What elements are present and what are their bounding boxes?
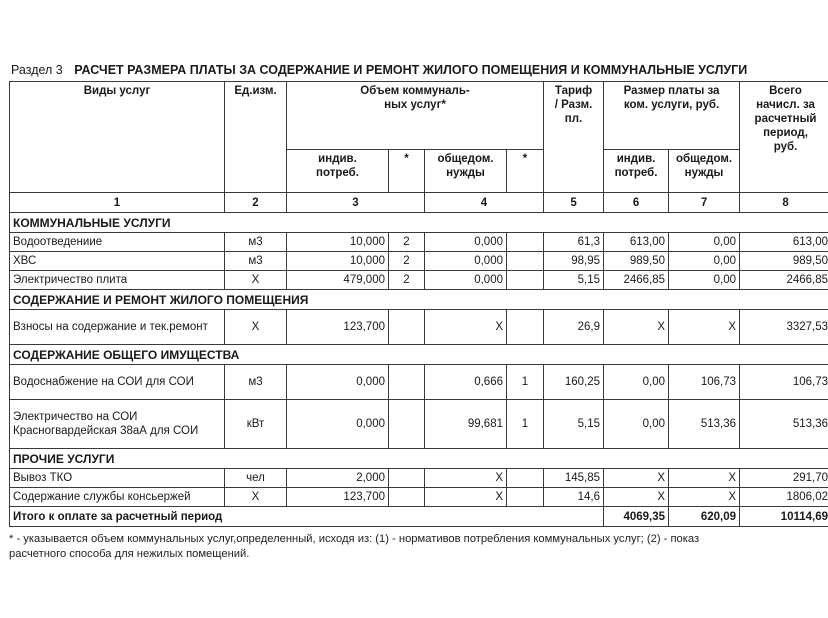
section-number: Раздел 3 — [11, 63, 63, 77]
header-volume-line2: ных услуг* — [384, 99, 446, 111]
tariff-cell: 61,3 — [544, 233, 604, 252]
star1-cell — [389, 488, 425, 507]
star1-cell: 2 — [389, 252, 425, 271]
column-number: 1 — [10, 193, 225, 213]
pay-common-cell: Х — [669, 469, 740, 488]
tariff-cell: 145,85 — [544, 469, 604, 488]
group-header — [10, 290, 828, 310]
group-title: ПРОЧИЕ УСЛУГИ — [10, 449, 828, 469]
vol-indiv-cell: 0,000 — [287, 400, 389, 449]
service-name: Содержание службы консьержей — [10, 488, 225, 507]
total-row — [10, 507, 828, 527]
unit-cell: м3 — [225, 252, 287, 271]
header-total: Всего начисл. за расчетный период, руб. — [740, 82, 828, 193]
pay-indiv-cell: 2466,85 — [604, 271, 669, 290]
pay-common-cell: 0,00 — [669, 252, 740, 271]
star2-cell — [507, 233, 544, 252]
header-tariff: Тариф / Разм. пл. — [544, 82, 604, 193]
vol-indiv-cell: 10,000 — [287, 252, 389, 271]
service-name: Электричество на СОИ Красногвардейская 38аА для СОИ — [10, 400, 225, 449]
service-name: Водоотведениие — [10, 233, 225, 252]
pay-common-cell: Х — [669, 310, 740, 345]
header-unit: Ед.изм. — [225, 82, 287, 193]
total-cell: 106,73 — [740, 365, 828, 400]
total-cell: 1806,02 — [740, 488, 828, 507]
payment-calculation-table — [9, 81, 828, 527]
header-volume-line1: Объем коммуналь- — [360, 85, 470, 97]
table-row — [10, 469, 828, 488]
pay-indiv-cell: Х — [604, 310, 669, 345]
pay-indiv-cell: Х — [604, 488, 669, 507]
pay-indiv-cell: Х — [604, 469, 669, 488]
vol-common-cell: Х — [425, 469, 507, 488]
header-pay-indiv: индив. потреб. — [604, 150, 669, 193]
table-row — [10, 488, 828, 507]
column-number: 2 — [225, 193, 287, 213]
tariff-cell: 26,9 — [544, 310, 604, 345]
service-name: Взносы на содержание и тек.ремонт — [10, 310, 225, 345]
vol-common-cell: 99,681 — [425, 400, 507, 449]
star1-cell — [389, 469, 425, 488]
service-name: Водоснабжение на СОИ для СОИ — [10, 365, 225, 400]
column-number: 5 — [544, 193, 604, 213]
unit-cell: кВт — [225, 400, 287, 449]
tariff-cell: 14,6 — [544, 488, 604, 507]
header-volume — [287, 82, 544, 150]
total-cell: 3327,53 — [740, 310, 828, 345]
service-name: Электричество плита — [10, 271, 225, 290]
vol-common-cell: Х — [425, 310, 507, 345]
vol-common-cell: 0,666 — [425, 365, 507, 400]
star1-cell: 2 — [389, 271, 425, 290]
header-payment: Размер платы за ком. услуги, руб. — [604, 82, 740, 150]
vol-indiv-cell: 479,000 — [287, 271, 389, 290]
pay-indiv-cell: 989,50 — [604, 252, 669, 271]
table-row — [10, 233, 828, 252]
table-row — [10, 252, 828, 271]
group-title: КОММУНАЛЬНЫЕ УСЛУГИ — [10, 213, 828, 233]
vol-indiv-cell: 123,700 — [287, 488, 389, 507]
vol-indiv-cell: 123,700 — [287, 310, 389, 345]
star2-cell: 1 — [507, 400, 544, 449]
pay-common-cell: 0,00 — [669, 271, 740, 290]
footnote-line-1: * - указывается объем коммунальных услуг,определенный, исходя из: (1) - нормативов потребления коммунальных услуг; (2) - показ — [9, 533, 700, 545]
tariff-cell: 98,95 — [544, 252, 604, 271]
vol-indiv-cell: 2,000 — [287, 469, 389, 488]
pay-common-cell: Х — [669, 488, 740, 507]
total-cell: 989,50 — [740, 252, 828, 271]
unit-cell: м3 — [225, 365, 287, 400]
table-row — [10, 400, 828, 449]
section-name: РАСЧЕТ РАЗМЕРА ПЛАТЫ ЗА СОДЕРЖАНИЕ И РЕМОНТ ЖИЛОГО ПОМЕЩЕНИЯ И КОММУНАЛЬНЫЕ УСЛУГИ — [74, 63, 748, 77]
column-numbers-row — [10, 193, 828, 213]
header-service-types: Виды услуг — [10, 82, 225, 193]
total-pay-common: 620,09 — [669, 507, 740, 527]
footnote — [9, 532, 699, 562]
section-title — [11, 63, 747, 77]
header-pay-common: общедом. нужды — [669, 150, 740, 193]
unit-cell: Х — [225, 310, 287, 345]
vol-common-cell: 0,000 — [425, 252, 507, 271]
pay-common-cell: 513,36 — [669, 400, 740, 449]
vol-common-cell: Х — [425, 488, 507, 507]
header-vol-indiv-star: * — [389, 150, 425, 193]
star2-cell — [507, 310, 544, 345]
vol-indiv-cell: 0,000 — [287, 365, 389, 400]
pay-indiv-cell: 613,00 — [604, 233, 669, 252]
group-title: СОДЕРЖАНИЕ ОБЩЕГО ИМУЩЕСТВА — [10, 345, 828, 365]
service-name: ХВС — [10, 252, 225, 271]
table-row — [10, 271, 828, 290]
header-vol-indiv: индив. потреб. — [287, 150, 389, 193]
column-number: 8 — [740, 193, 828, 213]
vol-common-cell: 0,000 — [425, 271, 507, 290]
group-title: СОДЕРЖАНИЕ И РЕМОНТ ЖИЛОГО ПОМЕЩЕНИЯ — [10, 290, 828, 310]
total-label: Итого к оплате за расчетный период — [10, 507, 604, 527]
pay-indiv-cell: 0,00 — [604, 365, 669, 400]
total-cell: 513,36 — [740, 400, 828, 449]
vol-indiv-cell: 10,000 — [287, 233, 389, 252]
star2-cell — [507, 271, 544, 290]
table-row — [10, 310, 828, 345]
total-cell: 291,70 — [740, 469, 828, 488]
group-header — [10, 345, 828, 365]
header-vol-common: общедом. нужды — [425, 150, 507, 193]
star1-cell — [389, 365, 425, 400]
unit-cell: Х — [225, 271, 287, 290]
star2-cell — [507, 488, 544, 507]
unit-cell: Х — [225, 488, 287, 507]
star2-cell — [507, 469, 544, 488]
table-row — [10, 365, 828, 400]
group-header — [10, 449, 828, 469]
total-cell: 2466,85 — [740, 271, 828, 290]
unit-cell: м3 — [225, 233, 287, 252]
group-header — [10, 213, 828, 233]
star2-cell: 1 — [507, 365, 544, 400]
column-number: 6 — [604, 193, 669, 213]
header-vol-common-star: * — [507, 150, 544, 193]
column-number: 4 — [425, 193, 544, 213]
service-name: Вывоз ТКО — [10, 469, 225, 488]
total-cell: 613,00 — [740, 233, 828, 252]
footnote-line-2: расчетного способа для нежилых помещений. — [9, 548, 250, 560]
total-pay-indiv: 4069,35 — [604, 507, 669, 527]
total-grand: 10114,69 — [740, 507, 828, 527]
unit-cell: чел — [225, 469, 287, 488]
pay-common-cell: 0,00 — [669, 233, 740, 252]
star2-cell — [507, 252, 544, 271]
tariff-cell: 160,25 — [544, 365, 604, 400]
vol-common-cell: 0,000 — [425, 233, 507, 252]
star1-cell — [389, 310, 425, 345]
star1-cell — [389, 400, 425, 449]
column-number: 3 — [287, 193, 425, 213]
column-number: 7 — [669, 193, 740, 213]
pay-indiv-cell: 0,00 — [604, 400, 669, 449]
tariff-cell: 5,15 — [544, 400, 604, 449]
pay-common-cell: 106,73 — [669, 365, 740, 400]
star1-cell: 2 — [389, 233, 425, 252]
tariff-cell: 5,15 — [544, 271, 604, 290]
